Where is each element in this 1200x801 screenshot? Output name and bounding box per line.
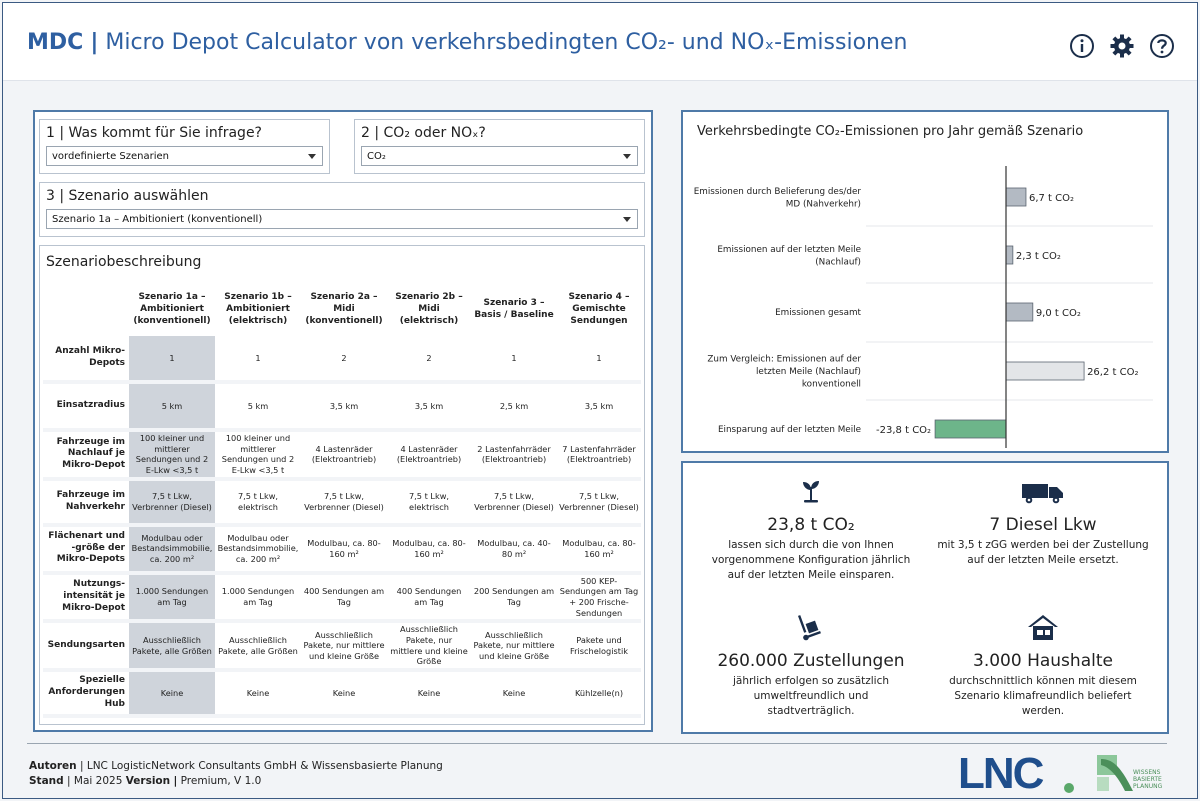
table-cell: 1 (215, 336, 301, 384)
scenario-description-box (39, 245, 645, 725)
config-panel (33, 110, 653, 732)
table-cell: 7,5 t Lkw, Verbrenner (Diesel) (129, 481, 215, 527)
chart-data-label: -23,8 t CO₂ (876, 425, 932, 436)
kpi-households (935, 613, 1151, 720)
chart-data-label: 2,3 t CO₂ (1015, 251, 1061, 262)
column-header: Szenario 1b – Ambitioniert (elektrisch) (215, 284, 301, 336)
table-cell: 3,5 km (557, 384, 641, 432)
version-label: Version (125, 775, 171, 788)
kpi-text: lassen sich durch die von Ihnen vorgenommene Konfiguration jährlich auf der letzten Meile einsparen. (711, 539, 911, 582)
wb-line-1: WISSENS (1133, 769, 1161, 776)
question-3-box (39, 182, 645, 237)
column-header: Szenario 2a – Midi (konventionell) (301, 284, 387, 336)
kpi-text: jährlich erfolgen so zusätzlich umweltfreundlich und stadtverträglich. (732, 675, 890, 718)
lnc-logo: LNC (958, 749, 1043, 798)
table-cell: Ausschließlich Pakete, nur mittlere und kleine Größe (471, 623, 557, 672)
chart-category-label: Emissionen gesamt (775, 308, 861, 318)
table-cell: 100 kleiner und mittlerer Sendungen und 2 E-Lkw <3,5 t (129, 432, 215, 481)
chart-data-label: 6,7 t CO₂ (1028, 193, 1075, 204)
chart-data-label: 9,0 t CO₂ (1035, 308, 1081, 319)
table-corner (43, 284, 129, 336)
scenario-select[interactable] (46, 209, 638, 229)
table-cell: 7,5 t Lkw, Verbrenner (Diesel) (557, 481, 641, 527)
column-header: Szenario 3 – Basis / Baseline (471, 284, 557, 336)
question-1-label: 1 | Was kommt für Sie infrage? (46, 125, 262, 141)
question-2-box (354, 119, 645, 174)
table-cell: Kühlzelle(n) (557, 672, 641, 718)
chart-bar (1006, 188, 1026, 206)
chevron-down-icon (623, 217, 631, 222)
chart-category-label: Emissionen durch Belieferung des/der MD (Nahverkehr) (693, 186, 861, 210)
table-cell: 100 kleiner und mittlerer Sendungen und 2 E-Lkw <3,5 t (215, 432, 301, 481)
emission-type-value: CO₂ (367, 151, 386, 162)
table-cell: Ausschließlich Pakete, alle Größen (129, 623, 215, 672)
table-row (43, 336, 641, 384)
scenario-description-title: Szenariobeschreibung (46, 254, 202, 270)
footer-sep: | (67, 775, 71, 788)
brand-separator: | (90, 30, 99, 55)
table-row (43, 527, 641, 575)
table-cell: 3,5 km (301, 384, 387, 432)
kpi-text: durchschnittlich können mit diesem Szenario klimafreundlich beliefert werden. (949, 675, 1137, 718)
table-row (43, 575, 641, 624)
stand-label: Stand (29, 775, 64, 788)
chart-title: Verkehrsbedingte CO₂-Emissionen pro Jahr gemäß Szenario (697, 124, 1084, 139)
table-row (43, 481, 641, 527)
table-cell: 500 KEP-Sendungen am Tag + 200 Frische-Sendungen (557, 575, 641, 624)
table-cell: Keine (387, 672, 471, 718)
footer (29, 759, 443, 789)
kpi-panel (681, 461, 1169, 734)
info-icon[interactable] (1069, 33, 1095, 59)
table-cell: Ausschließlich Pakete, alle Größen (215, 623, 301, 672)
table-cell: Pakete und Frischelogistik (557, 623, 641, 672)
scenario-type-value: vordefinierte Szenarien (52, 151, 169, 162)
gear-icon[interactable] (1109, 33, 1135, 59)
table-cell: Ausschließlich Pakete, nur mittlere und kleine Größe (387, 623, 471, 672)
table-cell: 5 km (129, 384, 215, 432)
chevron-down-icon (623, 154, 631, 159)
table-cell: 1 (471, 336, 557, 384)
chart-panel (681, 110, 1169, 453)
table-cell: 1 (557, 336, 641, 384)
brand: MDC (27, 30, 84, 55)
kpi-value: 260.000 Zustellungen (717, 651, 905, 671)
table-cell: Modulbau, ca. 80-160 m² (387, 527, 471, 575)
kpi-text: mit 3,5 t zGG werden bei der Zustellung auf der letzten Meile ersetzt. (937, 539, 1149, 567)
table-cell: 400 Sendungen am Tag (301, 575, 387, 624)
row-header: Einsatzradius (43, 384, 129, 432)
footer-sep: | (79, 760, 84, 772)
header (3, 3, 1197, 81)
row-header: Flächenart und -größe der Mikro-Depots (43, 527, 129, 575)
table-cell: 7,5 t Lkw, Verbrenner (Diesel) (301, 481, 387, 527)
help-icon[interactable] (1149, 33, 1175, 59)
chart-bar (1006, 246, 1013, 264)
table-cell: 2 (387, 336, 471, 384)
table-row (43, 672, 641, 718)
column-header: Szenario 4 – Gemischte Sendungen (557, 284, 641, 336)
table-cell: 7,5 t Lkw, Verbrenner (Diesel) (471, 481, 557, 527)
table-cell: 3,5 km (387, 384, 471, 432)
version-value: Premium, V 1.0 (180, 775, 262, 788)
row-header: Anzahl Mikro-Depots (43, 336, 129, 384)
house-icon (1026, 613, 1060, 641)
authors-value: LNC LogisticNetwork Consultants GmbH & Wissensbasierte Planung (86, 760, 443, 772)
lnc-logo-dot (1064, 783, 1074, 793)
table-cell: 400 Sendungen am Tag (387, 575, 471, 624)
wb-logo-text (1133, 770, 1162, 791)
table-cell: 4 Lastenräder (Elektroantrieb) (387, 432, 471, 481)
table-cell: Keine (129, 672, 215, 718)
table-cell: 2,5 km (471, 384, 557, 432)
plant-icon (797, 477, 825, 505)
chevron-down-icon (308, 154, 316, 159)
table-cell: 2 Lastenfahrräder (Elektroantrieb) (471, 432, 557, 481)
footer-divider (27, 743, 1167, 744)
row-header: Sendungsarten (43, 623, 129, 672)
footer-sep: | (173, 775, 178, 788)
chart-bar (935, 420, 1006, 438)
wb-line-2: BASIERTE (1133, 775, 1162, 783)
scenario-table (43, 284, 641, 718)
table-row (43, 623, 641, 672)
row-header: Spezielle Anforderungen Hub (43, 672, 129, 718)
table-cell: Modulbau oder Bestandsimmobilie, ca. 200 m² (215, 527, 301, 575)
scenario-type-select[interactable] (46, 146, 323, 166)
hand-truck-icon (797, 613, 825, 641)
table-row (43, 432, 641, 481)
table-cell: 2 (301, 336, 387, 384)
scenario-value: Szenario 1a – Ambitioniert (konventionell) (52, 214, 263, 225)
chart-data-label: 26,2 t CO₂ (1087, 367, 1139, 378)
table-cell: Modulbau oder Bestandsimmobilie, ca. 200 m² (129, 527, 215, 575)
stand-value: Mai 2025 (73, 775, 123, 788)
chart-category-label: Emissionen auf der letzten Meile (Nachlauf) (717, 244, 861, 268)
table-cell: 1 (129, 336, 215, 384)
table-cell: Modulbau, ca. 80-160 m² (557, 527, 641, 575)
truck-icon (1021, 477, 1065, 505)
table-cell: 1.000 Sendungen am Tag (129, 575, 215, 624)
table-cell: Keine (301, 672, 387, 718)
row-header: Fahrzeuge im Nachlauf je Mikro-Depot (43, 432, 129, 481)
table-cell: Modulbau, ca. 80-160 m² (301, 527, 387, 575)
table-cell: Modulbau, ca. 40-80 m² (471, 527, 557, 575)
column-header: Szenario 1a – Ambitioniert (konventionell) (129, 284, 215, 336)
kpi-value: 3.000 Haushalte (973, 651, 1113, 671)
kpi-value: 7 Diesel Lkw (989, 515, 1097, 535)
question-1-box (39, 119, 330, 174)
question-3-label: 3 | Szenario auswählen (46, 188, 209, 204)
chart-bar (1006, 303, 1033, 321)
table-cell: 7,5 t Lkw, elektrisch (215, 481, 301, 527)
table-cell: 1.000 Sendungen am Tag (215, 575, 301, 624)
table-row (43, 384, 641, 432)
chart-bar (1006, 362, 1084, 380)
table-cell: Keine (215, 672, 301, 718)
table-cell: Ausschließlich Pakete, nur mittlere und kleine Größe (301, 623, 387, 672)
row-header: Nutzungs-intensität je Mikro-Depot (43, 575, 129, 624)
column-header: Szenario 2b – Midi (elektrisch) (387, 284, 471, 336)
chart-category-label: Zum Vergleich: Emissionen auf der letzten Meile (Nachlauf) konventionell (707, 354, 861, 390)
kpi-deliveries (711, 613, 911, 720)
kpi-value: 23,8 t CO₂ (767, 515, 855, 535)
table-cell: 7,5 t Lkw, elektrisch (387, 481, 471, 527)
kpi-co2-savings (711, 477, 911, 584)
row-header: Fahrzeuge im Nahverkehr (43, 481, 129, 527)
table-cell: 7 Lastenfahrräder (Elektroantrieb) (557, 432, 641, 481)
table-cell: 200 Sendungen am Tag (471, 575, 557, 624)
table-cell: Keine (471, 672, 557, 718)
page-title (27, 30, 907, 55)
table-cell: 5 km (215, 384, 301, 432)
wissensbasierte-planung-logo (1095, 751, 1135, 795)
emissions-chart (683, 152, 1167, 448)
chart-category-label: Einsparung auf der letzten Meile (717, 425, 861, 435)
title-text: Micro Depot Calculator von verkehrsbedingten CO₂- und NOₓ-Emissionen (105, 30, 908, 55)
kpi-trucks (935, 477, 1151, 568)
emission-type-select[interactable] (361, 146, 638, 166)
table-cell: 4 Lastenräder (Elektroantrieb) (301, 432, 387, 481)
authors-label: Autoren (29, 760, 77, 772)
wb-line-3: PLANUNG (1133, 782, 1163, 790)
app-frame (2, 2, 1198, 799)
question-2-label: 2 | CO₂ oder NOₓ? (361, 125, 486, 141)
